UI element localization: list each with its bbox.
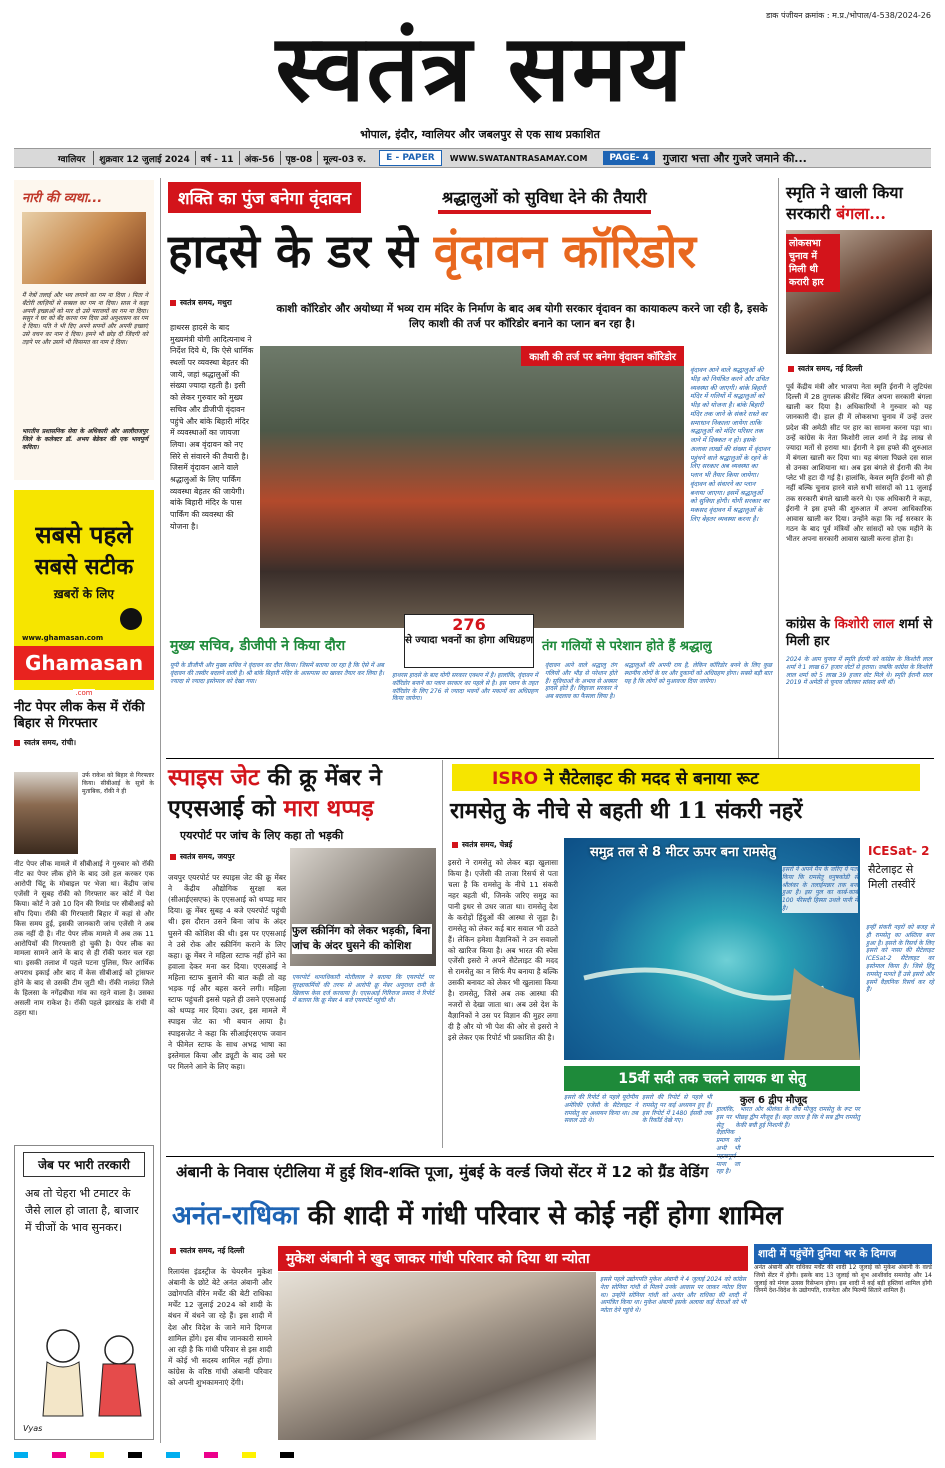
byline-marker-icon — [14, 740, 20, 746]
smriti-sub-black-2: शर्मा से मिली हार — [786, 617, 933, 649]
info-date: शुक्रवार 12 जुलाई 2024 — [99, 154, 190, 165]
smriti-headline-black: स्मृति ने खाली किया सरकारी — [786, 183, 903, 223]
website-link[interactable]: WWW.SWATANTRASAMAY.COM — [449, 153, 588, 163]
newspaper-title: स्वतंत्र समय — [275, 14, 685, 122]
ad-mic-icon — [120, 608, 142, 630]
isro-headline[interactable]: रामसेतु के नीचे से बहती थी 11 संकरी नहरें — [450, 798, 803, 824]
vrindavan-sub1: मुख्य सचिव, डीजीपी ने किया दौरा — [170, 638, 346, 654]
smriti-byline-text: स्वतंत्र समय, नई दिल्ली — [798, 364, 863, 373]
smriti-byline — [788, 364, 862, 374]
vrindavan-headline[interactable] — [168, 222, 778, 280]
poem-title: नारी की व्यथा... — [22, 191, 103, 206]
vrindavan-stat — [404, 614, 534, 668]
spicejet-byline — [170, 852, 235, 862]
smriti-body: पूर्व केंद्रीय मंत्री और भाजपा नेता स्मृति ईरानी ने लुटियंस दिल्ली में 28 तुगलक क्रीसेंट स्थित अपना सरकारी बंगला खाली कर दिया है। अधिकारियों ने गुरुवार को यह जानकारी दी। हाल ही में लोकसभा चुनाव में उन्हें उत्तर प्रदेश की अमेठी सीट पर हार का सामना करना पड़ा था। उन्हें कांग्रेस के नेता किशोरी लाल शर्मा ने डेढ़ लाख से ज्यादा मतों से हराया था। ईरानी ने इस हफ्ते की शुरुआत में बंगला खाली कर दिया था। यह बंगला पिछले दस साल से उनका आशियाना था। अब इस बंगले से ईरानी की नेम प्लेट भी हटा दी गई है। हालांकि, केवल स्मृति ईरानी को ही नहीं बल्कि चुनाव हारने वाले सभी सांसदों को 11 जुलाई तक सरकारी बंगले खाली करने थे। एक अधिकारी ने कहा, ईरानी ने इस हफ्ते की शुरुआत में अपना आधिकारिक आवास खाली कर दिया। उन्होंने कहा कि नई सरकार के गठन के बाद पूर्व मंत्रियों और सांसदों को एक महीने के भीतर अपना सरकारी आवास खाली करना होता है। — [786, 383, 932, 544]
ad-brand-sub: .com — [75, 689, 93, 697]
info-pages: पृष्ठ-08 — [285, 154, 313, 165]
ad-brand: Ghamasan — [24, 651, 144, 675]
vrindavan-headline-red: वृंदावन कॉरिडोर — [433, 224, 697, 278]
smriti-photo-tag: लोकसभा चुनाव में मिली थी करारी हार — [786, 234, 840, 292]
isro-byline — [452, 840, 512, 850]
cartoon-speech: अब तो चेहरा भी टमाटर के जैसे लाल हो जाता है, बाजार में चीजों के भाव सुनकर। — [25, 1187, 139, 1234]
epaper-badge[interactable]: E - PAPER — [379, 150, 442, 166]
spicejet-headline-red-1: स्पाइस जेट — [168, 764, 260, 791]
isro-map-title: समुद्र तल से 8 मीटर ऊपर बना रामसेतु — [590, 845, 776, 860]
smriti-sub-black: कांग्रेस के — [786, 617, 830, 632]
neet-body: नीट पेपर लीक मामले में सीबीआई ने गुरुवार को रॉकी नीट का पेपर लीक होने के बाद उसे हल करकर एक आरोपी चिंटू के मोबाइल पर भेजा था। केंद्रीय जांच एजेंसी ने सुबह रॉकी को गिरफ्तार कर कोर्ट में पेश किया। कोर्ट ने उसे 10 दिन की रिमांड पर सीबीआई को सौंप दिया। रॉकी की गिरफ्तारी बिहार में कहां से और किस समय हुई, इसकी जानकारी जांच एजेंसी ने अब तक नहीं दी है। नीट पेपर लीक मामले में अब तक 11 आरोपियों की गिरफ्तारी हो चुकी है। पेपर लीक का मामला सामने आने के बाद से ही रॉकी फरार चल रहा था। इसकी तलाश में पहले पटना पुलिस, फिर आर्थिक अपराध इकाई और बाद में केस सीबीआई को ट्रांसफर होने के बाद से उसकी टीम जुटी थी। रॉकी नालंदा जिले के हिलसा के नगेंद्रबीघा गांव का रहने वाला है। उसका असली नाम राकेश है। रॉकी पहले झारखंड के रांची में ठहरा था। — [14, 860, 154, 1018]
ambani-headline[interactable] — [172, 1196, 934, 1236]
isro-sub-col3: हालांकि, इस पर भी सेतु के वैज्ञानिक प्रमाण को अभी भी माना जा रहा है। — [716, 1106, 740, 1176]
cartoon-signature: Vyas — [23, 1424, 43, 1433]
isro-stat-body: भारत और श्रीलंका के बीच मौजूद रामसेतु के रूट पर छह द्वीप मौजूद हैं। कहा जाता है कि ये सब द्वीप रामसेतु की बची हुई निशानी हैं। — [740, 1106, 860, 1129]
ambani-side-title: शादी में पहुंचेंगे दुनिया भर के दिग्गज — [754, 1244, 932, 1264]
neet-suspect-photo — [14, 772, 78, 854]
byline-marker-icon — [170, 1248, 176, 1254]
ad-url: www.ghamasan.com — [22, 634, 104, 642]
icesat-title: ICESat- 2 — [868, 844, 930, 858]
ambani-side-body: अनंत अंबानी और राधिका मर्चेंट की शादी 12 जुलाई को मुकेश अंबानी के वर्ल्ड जियो सेंटर में होगी। इसके बाद 13 जुलाई को शुभ आशीर्वाद समारोह और 14 जुलाई को मंगल उत्सव रिसेप्शन होगा। इस शादी में कई बड़ी हस्तियां शामिल होंगी जिनमें देश-विदेश के उद्योगपति, राजनेता और फिल्मी सितारे शामिल हैं। — [754, 1264, 932, 1295]
neet-headline[interactable]: नीट पेपर लीक केस में रॉकी बिहार से गिरफ्तार — [14, 700, 145, 731]
vrindavan-photo — [260, 346, 684, 628]
info-city: ग्वालियर — [58, 154, 86, 165]
vrindavan-stat-body: हाथरस हादसे के बाद योगी सरकार एक्शन में है। हालांकि, वृंदावन में कॉरिडोर बनाने का प्लान सरकार का पहले से है। इस प्लान के तहत कॉरिडोर के लिए 276 से ज्यादा भवनों और मकानों का अधिग्रहण किया जायेगा। — [392, 672, 538, 703]
neet-byline-text: स्वतंत्र समय, रांची। — [24, 738, 77, 747]
newspaper-subtitle: भोपाल, इंदौर, ग्वालियर और जबलपुर से एक साथ प्रकाशित — [360, 128, 600, 141]
icesat-body: इन्हीं संकरी नहरों को बजह से ही रामसेतु का अस्तित्व बना हुआ है। इसरो के रिसर्च के लिए इसरो को नासा की सैटेलाइट ICESat-2 सैटेलाइट का इस्तेमाल किया है। जिसे हिंदू रामसेतु मानते हैं उसे इसरो और इसमें वैज्ञानिक रिसर्च कर रहे हैं। — [866, 924, 934, 994]
isro-body: इसरो ने रामसेतु को लेकर बड़ा खुलासा किया है। एजेंसी की ताजा रिसर्च से पता चला है कि रामसेतु के नीचे 11 संकरी नहर बहती थी, जिनके जरिए समुद्र का पानी इधर से उधर जाता था। रामसेतु देश के करोड़ों हिंदुओं की आस्था से जुड़ा है। रामसेतु को लेकर कई बार सवाल भी उठते हैं। लेकिन हमेशा वैज्ञानिकों ने उन सवालों को खारिज किया है। अब भारत की स्पेस एजेंसी इसरो ने अपने सैटेलाइट की मदद से रामसेतु का न सिर्फ मैप बनाया है बल्कि उसकी बनावट को लेकर भी खुलासा किया है। रामसेतु, जिसे अब तक आस्था की नजरों से देखा जाता था। अब उसे देश के वैज्ञानिकों ने उस पर विज्ञान की मुहर लगा दी है और यो भी पेश की ओर से इसरो ने इसे लेकर एक रिपोर्ट भी प्रकाशित की है। — [448, 858, 558, 1042]
smriti-sub-body: 2024 के आम चुनाव में स्मृति ईरानी को कांग्रेस के किशोरी लाल शर्मा ने 1 लाख 67 हजार वोटों से हराया। जबकि कांग्रेस के किशोरी लाल शर्मा को 5 लाख 39 हजार वोट मिले थे। स्मृति ईरानी साल 2019 में अमेठी से चुनाव जीतकर सांसद बनी थीं। — [786, 656, 932, 687]
ambani-byline — [170, 1246, 244, 1256]
vrindavan-byline-text: स्वतंत्र समय, मथुरा — [180, 298, 232, 307]
ad-line-1: सबसे पहले — [35, 521, 133, 549]
vrindavan-headline-black: हादसे के डर से — [168, 224, 418, 278]
info-bar — [14, 148, 931, 168]
ad-line-2: सबसे सटीक — [34, 555, 134, 580]
vrindavan-byline — [170, 298, 232, 308]
vrindavan-col1: हाथरस हादसे के बाद मुख्यमंत्री योगी आदित्यनाथ ने निर्देश दिये थे, कि ऐसे धार्मिक स्थलों पर व्यवस्था बेहतर की जाये, जहां श्रद्धालुओं की संख्या ज्यादा रहती है। इसी को लेकर गुरुवार को मुख्य सचिव और डीजीपी वृंदावन पहुंचे और बांके बिहारी मंदिर में व्यवस्थाओं का जायजा लिया। अब वृंदावन को नए सिरे से संवारने की तैयारी है। जिसमें वृंदावन आने वाले श्रद्धालुओं के लिए पार्किंग व्यवस्था बेहतर की जायेगी। बांके बिहारी मंदिर के पास पार्किंग की व्यवस्था की योजना है। — [170, 323, 254, 531]
spicejet-headline-black-1: की क्रू मेंबर ने — [267, 764, 382, 791]
smriti-subhead — [786, 616, 934, 650]
isro-kicker-red: ISRO — [492, 769, 539, 789]
isro-sub-col1: इसरो की रिपोर्ट से पहले यूरोपीय अमेरिकी एजेंसी के सैटेलाइट ने रामसेतु का अध्ययन किया था। तब सवाल उठे थे। — [564, 1094, 638, 1125]
vrindavan-photo-tag: काशी की तर्ज पर बनेगा वृंदावन कॉरिडोर — [521, 346, 684, 366]
vrindavan-tag-2: श्रद्धालुओं को सुविधा देने की तैयारी — [438, 184, 651, 214]
stat-number: 276 — [452, 615, 486, 634]
cartoon-drawing — [23, 1316, 147, 1426]
spicejet-byline-text: स्वतंत्र समय, जयपुर — [180, 852, 235, 861]
smriti-headline-red: बंगला... — [836, 204, 886, 223]
ambani-byline-text: स्वतंत्र समय, नई दिल्ली — [180, 1246, 245, 1255]
isro-subhead: 15वीं सदी तक चलने लायक था सेतु — [564, 1066, 860, 1091]
neet-byline — [14, 738, 154, 748]
ambani-photo — [278, 1272, 596, 1440]
isro-kicker[interactable] — [452, 764, 920, 791]
spicejet-headline-black-2: एएसआई को — [168, 795, 276, 822]
isro-byline-text: स्वतंत्र समय, चेन्नई — [462, 840, 513, 849]
info-issue: अंक-56 — [244, 154, 275, 165]
vrindavan-sub1-text: यूपी के डीजीपी और मुख्य सचिव ने वृंदावन का दौरा किया। जिसमें बताया जा रहा है कि ऐसे में अब वृंदावन की तस्वीर बदलने वाली है। श्री बांके बिहारी मंदिर के आसपास का खाका तैयार कर लिया है। ज्यादा से ज्यादा इस्तेमाल को देखा गया। — [170, 662, 384, 685]
spicejet-photo-body: एयरपोर्ट थानाधिकारी मोतीलाल ने बताया कि एयरपोर्ट पर सुरक्षाकर्मियों की तरफ से आरोपी क्रू मेंबर अनुराधा रानी के खिलाफ केस दर्ज करवाया है। एएसआई गिरिराज प्रसाद ने रिपोर्ट में बताया कि क्रू मेंबर 4 बजे एयरपोर्ट पहुंची थी। — [292, 974, 434, 1005]
vrindavan-sub2-text: वृंदावन आने वाले श्रद्धालु तंग गलियों और भीड़ से परेशान होते हैं। सुविधाओं के अभाव से अक्सर हादसे होते हैं। लिहाजा सरकार ने अब बदलाव का फैसला लिया है। — [545, 662, 618, 701]
neet-photo-caption: उर्फ राकेश को बिहार से गिरफ्तार किया। सीबीआई के सूत्रों के मुताबिक, रॉकी ने ही — [82, 772, 154, 795]
teaser-headline[interactable]: गुजारा भत्ता और गुजरे जमाने की... — [662, 151, 807, 165]
ad-line-3: ख़बरों के लिए — [53, 587, 115, 601]
byline-marker-icon — [170, 300, 176, 306]
vrindavan-tag-1: शक्ति का पुंज बनेगा वृंदावन — [168, 182, 361, 213]
byline-marker-icon — [452, 842, 458, 848]
ghamasan-ad[interactable] — [14, 490, 154, 697]
byline-marker-icon — [788, 366, 794, 372]
ambani-photo-tag: मुकेश अंबानी ने खुद जाकर गांधी परिवार को दिया था न्योता — [278, 1246, 748, 1271]
info-price: मूल्य-03 रु. — [323, 154, 367, 165]
isro-map-side: इसरो ने अपने मैप के जरिए ये पता किया कि रामसेतु धनुषकोडी से श्रीलंका के तलाईमन्नार तक बना हुआ है। इस पुल का कार्ब-कार्ब 100 फीसदी हिस्सा उथले पानी में है। — [782, 866, 858, 912]
page-number: PAGE- 4 — [603, 151, 654, 165]
icesat-sub: सैटेलाइट से मिली तस्वीरें — [868, 863, 916, 891]
vrindavan-sub2-text2: श्रद्धालुओं की अपनी राय है, लेकिन कॉरिडोर बनने के लिए कुछ स्थानीय लोगों के घर और दुकानों को अधिग्रहण होगा। सबसे बड़ी बात यह है कि लोगों को मुआवजा दिया जायेगा। — [624, 662, 772, 685]
poem-author: भारतीय प्रशासनिक सेवा के अधिकारी और आलीराजपुर जिले के कलेक्टर डॉ. अभय बेडेकर की एक भावपूर्ण कविता। — [22, 428, 148, 451]
cartoon-title: जेब पर भारी तरकारी — [23, 1152, 145, 1177]
smriti-headline[interactable] — [786, 182, 934, 224]
byline-marker-icon — [170, 854, 176, 860]
info-year: वर्ष - 11 — [200, 154, 234, 165]
isro-stat: कुल 6 द्वीप मौजूद — [740, 1095, 808, 1106]
ambani-body: रिलायंस इंडस्ट्रीज के चेयरमैन मुकेश अंबानी के छोटे बेटे अनंत अंबानी और उद्योगपति वीरेन मर्चेंट की बेटी राधिका मर्चेंट 12 जुलाई 2024 को शादी के बंधन में बंधने जा रहे हैं। इस शादी में देश और विदेश के जाने माने दिग्गज शामिल होंगे। इस बीच जानकारी सामने आ रही है कि गांधी परिवार से इस शादी में कोई भी सदस्य शामिल नहीं होगा। कांग्रेस के वरिष्ठ गांधी अंबानी परिवार को अपनी शुभकामनाएं देंगी। — [168, 1267, 272, 1388]
poem-box — [14, 180, 154, 480]
isro-kicker-black: ने सैटेलाइट की मदद से बनाया रूट — [544, 769, 759, 789]
spicejet-headline[interactable] — [168, 762, 440, 824]
postal-registration: डाक पंजीयन क्रमांक : म.प्र./भोपाल/4-538/2024-26 — [765, 11, 931, 20]
print-color-bar — [14, 1452, 931, 1458]
spicejet-headline-red-2: मारा थप्पड़ — [283, 795, 374, 822]
spicejet-body: जयपुर एयरपोर्ट पर स्पाइस जेट की क्रू मेंबर ने केंद्रीय औद्योगिक सुरक्षा बल (सीआईएसएफ) के एएसआई को थप्पड़ मार दिया। क्रू मेंबर सुबह 4 बजे एयरपोर्ट पहुंची थी। इस दौरान उसने बिना जांच के अंदर घुसने की कोशिश की थी। इस पर एएसआई ने उसे रोक और स्क्रीनिंग कराने के लिए कहा। क्रू मेंबर ने महिला स्टाफ नहीं होने का हवाला देकर मना कर दिया। एएसआई ने महिला स्टाफ बुलाने की बात कही तो वह भड़क गई और बहस करने लगी। महिला स्टाफ पहुंचती इससे पहले ही उसने एएसआई को थप्पड़ मार दिया। उधर, इस मामले में स्पाइस जेट का भी बयान आया है। स्पाइसजेट ने कहा कि सीआईएसएफ जवान ने फीमेल स्टाफ के साथ अभद्र भाषा का इस्तेमाल किया और ड्यूटी के बाद उसे घर पर मिलने आने के लिए कहा। — [168, 873, 286, 1071]
vrindavan-deck: काशी कॉरिडोर और अयोध्या में भव्य राम मंदिर के निर्माण के बाद अब योगी सरकार वृंदावन का कायाकल्प करने जा रही है, इसके लिए काशी की तर्ज पर कॉरिडोर बनाने का प्लान बन रहा है। — [276, 303, 768, 330]
ambani-headline-black: की शादी में गांधी परिवार से कोई नहीं होगा शामिल — [307, 1201, 783, 1231]
ad-logo — [14, 646, 154, 697]
poem-illustration — [22, 212, 146, 284]
ambani-body-right: इससे पहले उद्योगपति मुकेश अंबानी ने 4 जुलाई 2024 को कांग्रेस नेता सोनिया गांधी से मिलने उनके आवास पर जाकर न्योता दिया था। उन्होंने सोनिया गांधी को अनंत और राधिका की शादी में आमंत्रित किया था। मुकेश अंबानी इसके अलावा कई नेताओं को भी न्योता देने पहुंचे थे। — [600, 1276, 746, 1315]
spicejet-deck: एयरपोर्ट पर जांच के लिए कहा तो भड़की — [180, 829, 344, 842]
ambani-kicker: अंबानी के निवास एंटीलिया में हुई शिव-शक्ति पूजा, मुंबई के वर्ल्ड जियो सेंटर में 12 को ग्रैंड वेडिंग — [176, 1163, 709, 1181]
stat-text: से ज्यादा भवनों का होगा अधिग्रहण — [405, 635, 533, 646]
neet-article — [14, 700, 154, 1130]
vrindavan-col-right: वृंदावन आने वाले श्रद्धालुओं की भीड़ को नियंत्रित करने और उचित व्यवस्था की जाएगी। बांके बिहारी मंदिर में गलियों में श्रद्धालुओं को भीड़ को योजना है। बांके बिहारी मंदिर तक जाने के संकरे रास्ते का समाधान निकाला जायेगा ताकि श्रद्धालुओं को मंदिर परिसर तक जाने में दिक्कत न हो। इसके अलावा लाखों की संख्या में वृंदावन पहुंचने वाले श्रद्धालुओं के रहने के लिए सरकार अब व्यवस्था का प्लान भी तैयार किया जायेगा। वृंदावन को संवारने का प्लान बनाया जाएगा। इसमें श्रद्धालुओं को सुविधा होगी। योगी सरकार का मकसद वृंदावन में श्रद्धालुओं के लिए बेहतर व्यवस्था करना है। — [690, 366, 770, 524]
vrindavan-sub2: तंग गलियों से परेशान होते हैं श्रद्धालु — [542, 639, 712, 654]
cartoon-box — [14, 1145, 154, 1440]
spicejet-photo-tag: फुल स्क्रीनिंग को लेकर भड़की, बिना जांच के अंदर घुसने की कोशिश — [292, 925, 431, 952]
smriti-sub-red: किशोरी लाल — [834, 617, 895, 632]
ambani-headline-blue: अनंत-राधिका — [172, 1201, 299, 1231]
isro-sub-col2: इसरो की रिपोर्ट से पहले भी रामसेतु पर कई अध्ययन हुए हैं। इस रिपोर्ट में 1480 ईसवी तक के रिकॉर्ड देखे गए। — [642, 1094, 712, 1125]
poem-text: मैं नेत्रों तलाई और भय लगाने का गम ना दिया । पिता ने बँटोरी लाज़ियों से सब्बल का गम ना दिया। सास ने कहा अपनी इच्छाओं को मार दो उसे पराजयों का गम ना दिया। ससुर ने घर को बँद करना गम दिया उसे अनुशासन का गम दे दिया। पति ने भी दिए अपने सपनों और अपनी इच्छाएं उसे वचन का नाम दे दिया। हमने भी छोड़ दी जिंदगी को तड़पे पर और उसने भी किसमत का नाम दे दिया। — [22, 292, 148, 346]
